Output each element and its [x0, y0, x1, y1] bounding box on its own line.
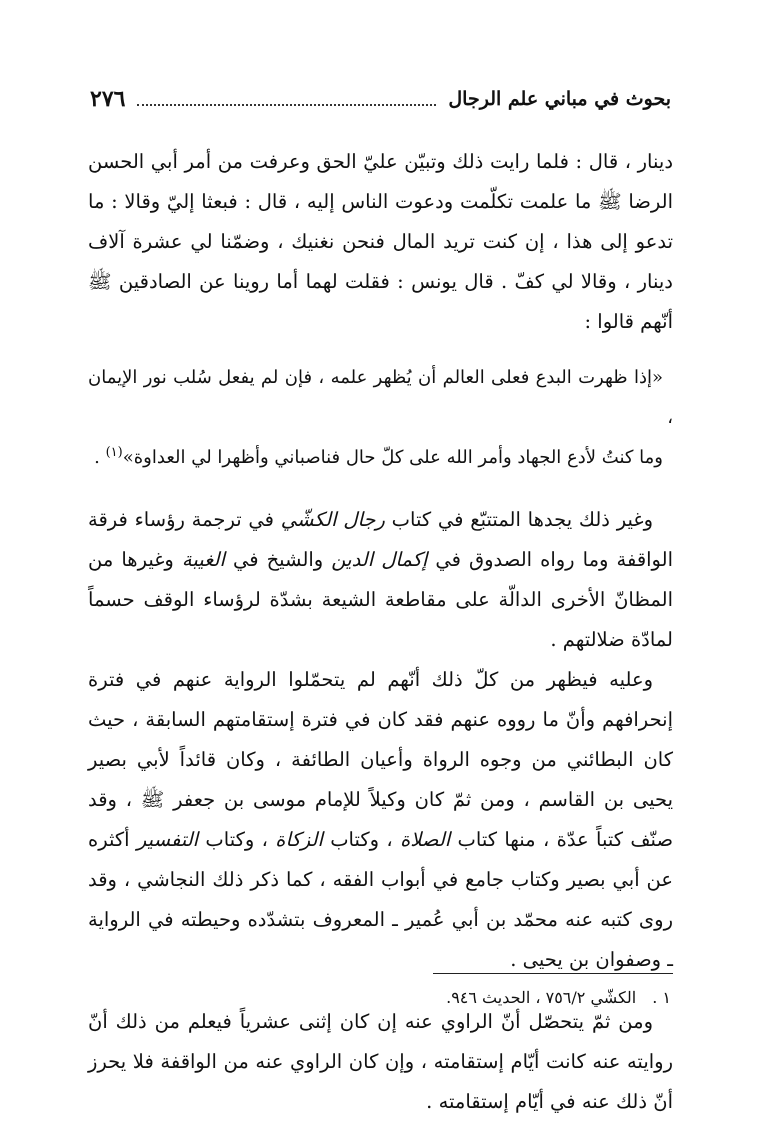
running-title: بحوث في مباني علم الرجال — [448, 88, 671, 110]
p2-text-c: والشيخ في — [224, 548, 332, 571]
p2-text-d: وغيرها من المظانّ الأخرى الدالّة على مقاطعة الشيعة بشدّة لرؤساء الوقف حسماً لمادّة ضلالتهم . — [88, 548, 673, 651]
book-title-tafsir: التفسير — [136, 828, 199, 851]
main-text — [88, 142, 673, 1122]
hadith-quote — [88, 358, 673, 478]
book-title-ghayba: الغيبة — [181, 548, 225, 571]
paragraph-4: ومن ثمّ يتحصّل أنّ الراوي عنه إن كان إثنى عشرياً فيعلم من ذلك أنّ روايته عنه كانت أيّام إستقامته ، وإن كان الراوي عنه من الواقفة فلا يحرز أنّ ذلك عنه في أيّام إستقامته . — [88, 1010, 673, 1113]
footnote — [90, 986, 671, 1010]
book-title-zakat: الزكاة — [275, 828, 323, 851]
p3-text-a: وعليه فيظهر من كلّ ذلك أنّهم لم يتحمّلوا الرواية عنهم في فترة إنحرافهم وأنّ ما رووه عنهم فقد كان في فترة إستقامتهم السابقة ، حيث كان البطائني من وجوه الرواة وأعيان الطائفة ، وكان قائداً لأبي بصير يحيى بن القاسم ، ومن ثمّ كان وكيلاً للإمام موسى بن جعفر ﷺ ، وقد صنّف كتباً عدّة ، منها كتاب — [88, 668, 674, 851]
dotted-leader — [137, 104, 436, 106]
paragraph-1: دينار ، قال : فلما رايت ذلك وتبيّن عليّ الحق وعرفت من أمر أبي الحسن الرضا ﷺ ما علمت تكلّمت ودعوت الناس إليه ، قال : فبعثا إليّ وقالا : ما تدعو إلى هذا ، إن كنت تريد المال فنحن نغنيك ، وضمّنا لي عشرة آلاف دينار ، وقالا لي كفّ . قال يونس : فقلت لهما أما روينا عن الصادقين ﷺ أنّهم قالوا : — [88, 150, 674, 333]
p2-text-a: وغير ذلك يجدها المتتبّع في كتاب — [384, 508, 653, 531]
p2-text-b: في ترجمة رؤساء فرقة الواقفة وما رواه الصدوق في — [88, 508, 673, 571]
p3-text-d: أكثره عن أبي بصير وكتاب جامع في أبواب الفقه ، كما ذكر ذلك النجاشي ، وقد روى كتبه عنه محمّد بن أبي عُمير ـ المعروف بتشدّده وحيطته في الرواية ـ وصفوان بن يحيى . — [88, 828, 673, 971]
p3-text-b: ، وكتاب — [322, 828, 401, 851]
footnote-number: ١ . — [652, 988, 671, 1007]
quote-line-2 — [88, 438, 673, 478]
quote-line-2-text: وما كنتُ لأدع الجهاد وأمر الله على كلّ حال فناصباني وأظهرا لي العداوة» — [122, 447, 663, 468]
quote-end-punct: . — [94, 447, 106, 468]
quote-line-1: «إذا ظهرت البدع فعلى العالم أن يُظهر علمه ، فإن لم يفعل سُلب نور الإيمان ، — [88, 367, 673, 428]
book-title-rijal-kashshi: رجال الكشّي — [280, 508, 385, 531]
book-title-salat: الصلاة — [400, 828, 451, 851]
paragraph-2 — [88, 500, 673, 660]
running-header — [90, 82, 671, 116]
footnote-reference[interactable]: (١) — [105, 445, 123, 460]
book-title-ikmal-din: إكمال الدين — [331, 548, 428, 571]
footnote-separator — [433, 973, 673, 974]
page-number: ٢٧٦ — [90, 86, 126, 112]
footnote-text: الكشّي ٧٥٦/٢ ، الحديث ٩٤٦. — [446, 988, 637, 1007]
p3-text-c: ، وكتاب — [198, 828, 276, 851]
paragraph-3 — [88, 660, 673, 980]
